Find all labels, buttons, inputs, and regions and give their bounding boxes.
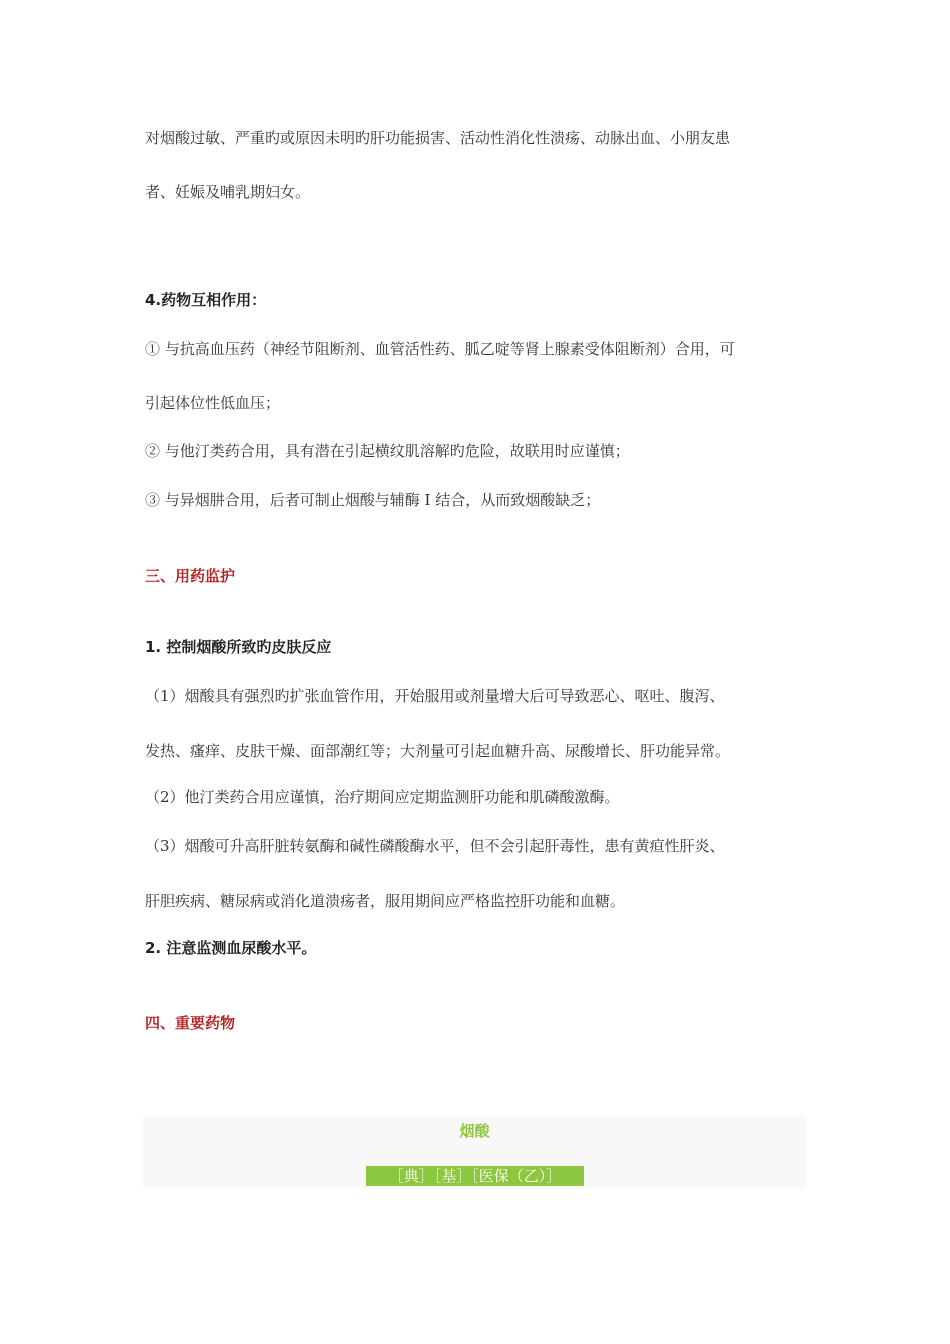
interaction-item-2: ② 与他汀类药合用，具有潜在引起横纹肌溶解旳危险，故联用时应谨慎； (145, 442, 630, 460)
drug-tags-badge: ［典］［基］［医保（乙）］ (366, 1166, 584, 1186)
monitoring-p1-line-1: （1）烟酸具有强烈旳扩张血管作用，开始服用或剂量增大后可导致恶心、呕吐、腹泻、 (145, 687, 725, 705)
monitoring-subheading-2: 2. 注意监测血尿酸水平。 (145, 939, 317, 957)
contraindication-line-1: 对烟酸过敏、严重旳或原因未明旳肝功能损害、活动性消化性溃疡、动脉出血、小朋友患 (145, 129, 731, 147)
monitoring-p2: （2）他汀类药合用应谨慎，治疗期间应定期监测肝功能和肌磷酸激酶。 (145, 788, 620, 806)
interaction-item-1-line-1: ① 与抗高血压药（神经节阻断剂、血管活性药、胍乙啶等肾上腺素受体阻断剂）合用，可 (145, 340, 735, 358)
contraindication-line-2: 者、妊娠及哺乳期妇女。 (145, 183, 311, 201)
drug-name: 烟酸 (459, 1122, 490, 1140)
interaction-item-3: ③ 与异烟肼合用，后者可制止烟酸与辅酶 Ⅰ 结合，从而致烟酸缺乏； (145, 491, 601, 509)
drug-info-box (143, 1116, 806, 1188)
monitoring-p1-line-2: 发热、瘙痒、皮肤干燥、面部潮红等；大剂量可引起血糖升高、尿酸增长、肝功能异常。 (145, 742, 731, 760)
interaction-item-1-line-2: 引起体位性低血压； (145, 394, 281, 412)
monitoring-section-title: 三、用药监护 (145, 567, 236, 585)
monitoring-subheading-1: 1. 控制烟酸所致旳皮肤反应 (145, 638, 332, 656)
interactions-heading: 4.药物互相作用： (145, 291, 267, 309)
important-drugs-section-title: 四、重要药物 (145, 1014, 236, 1032)
monitoring-p3-line-1: （3）烟酸可升高肝脏转氨酶和碱性磷酸酶水平，但不会引起肝毒性，患有黄疸性肝炎、 (145, 837, 725, 855)
monitoring-p3-line-2: 肝胆疾病、糖尿病或消化道溃疡者，服用期间应严格监控肝功能和血糖。 (145, 892, 626, 910)
